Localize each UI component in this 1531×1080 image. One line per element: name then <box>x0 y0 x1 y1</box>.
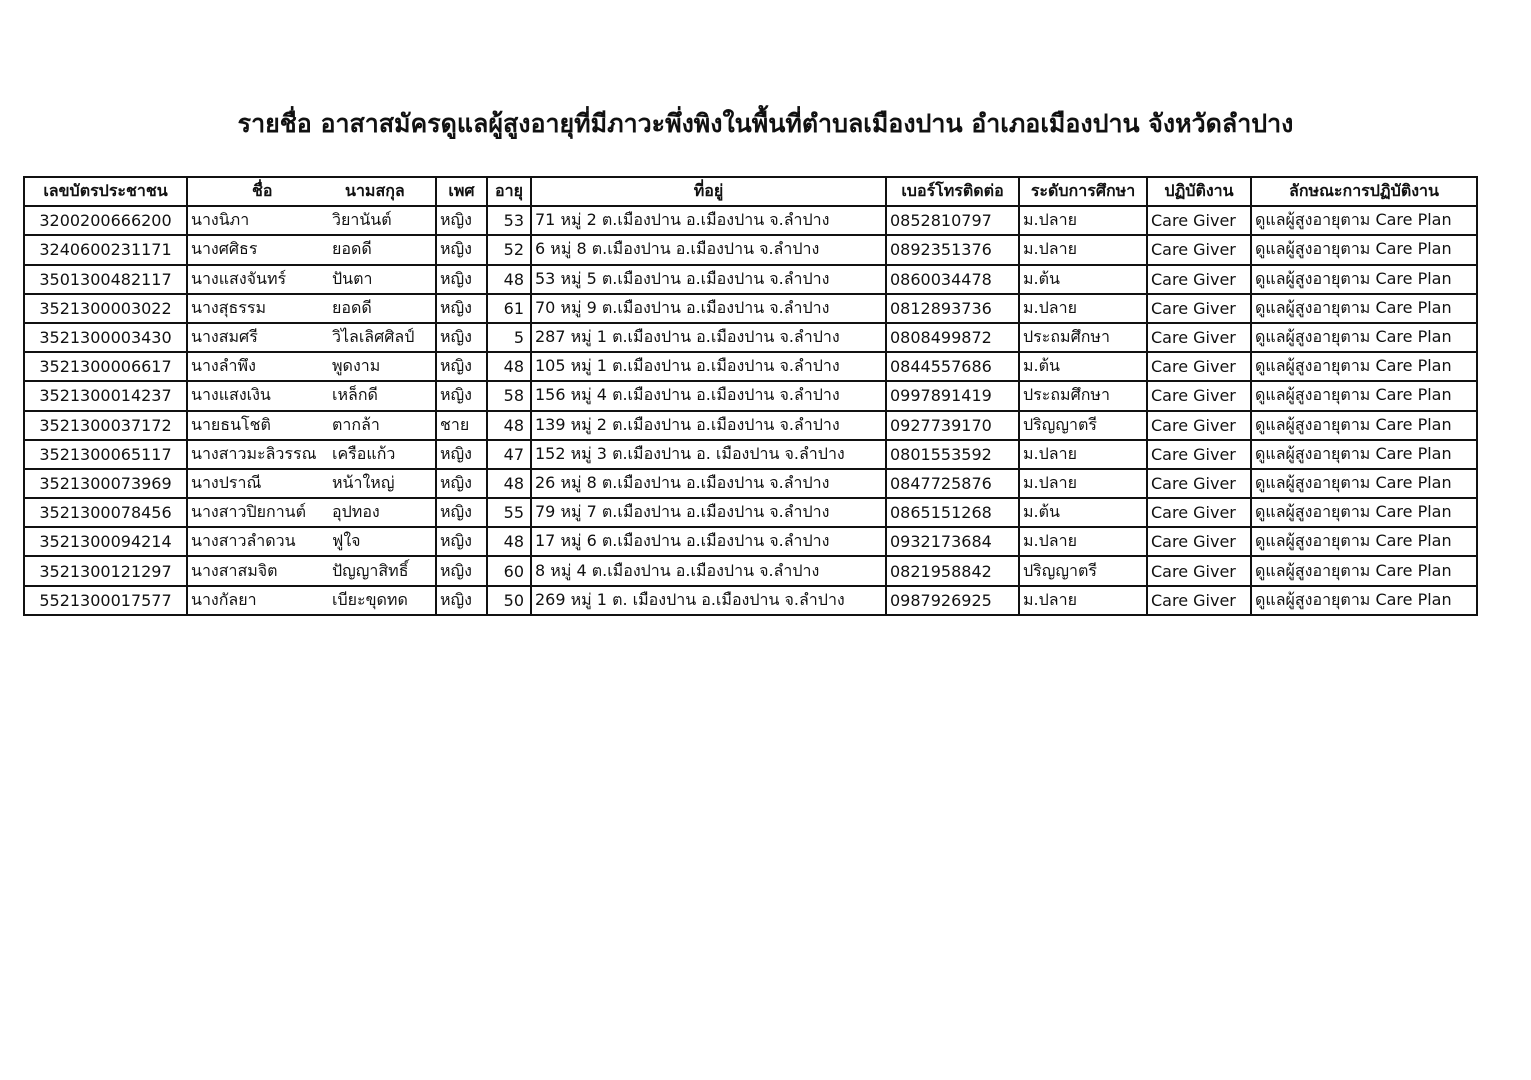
address-cell: 70 หมู่ 9 ต.เมืองปาน อ.เมืองปาน จ.ลำปาง <box>531 294 886 323</box>
table-header-row <box>24 177 1477 206</box>
address-cell: 26 หมู่ 8 ต.เมืองปาน อ.เมืองปาน จ.ลำปาง <box>531 469 886 498</box>
sex-cell: หญิง <box>436 235 487 264</box>
id-cell: 3521300094214 <box>24 527 187 556</box>
phone-cell: 0932173684 <box>886 527 1019 556</box>
name-cell: นางสาสมจิต <box>187 556 329 585</box>
age-cell: 48 <box>487 352 531 381</box>
education-cell: ม.ปลาย <box>1019 235 1147 264</box>
phone-cell: 0997891419 <box>886 381 1019 410</box>
name-cell: นางสาวปิยกานต์ <box>187 498 329 527</box>
education-cell: ม.ปลาย <box>1019 527 1147 556</box>
name-cell: นายธนโชติ <box>187 411 329 440</box>
phone-cell: 0808499872 <box>886 323 1019 352</box>
header-phone: เบอร์โทรติดต่อ <box>886 177 1019 206</box>
surname-cell: ยอดดี <box>329 294 436 323</box>
table-row <box>24 411 1477 440</box>
age-cell: 50 <box>487 586 531 615</box>
name-cell: นางสาวมะลิวรรณ <box>187 440 329 469</box>
surname-cell: วิไลเลิศศิลป์ <box>329 323 436 352</box>
sex-cell: หญิง <box>436 352 487 381</box>
phone-cell: 0892351376 <box>886 235 1019 264</box>
surname-cell: ตากล้า <box>329 411 436 440</box>
sex-cell: หญิง <box>436 498 487 527</box>
duty-cell: ดูแลผู้สูงอายุตาม Care Plan <box>1251 556 1477 585</box>
sex-cell: หญิง <box>436 265 487 294</box>
education-cell: ม.ต้น <box>1019 498 1147 527</box>
id-cell: 3200200666200 <box>24 206 187 235</box>
surname-cell: ปัญญาสิทธิ์ <box>329 556 436 585</box>
header-name: ชื่อ <box>187 177 329 206</box>
name-cell: นางปราณี <box>187 469 329 498</box>
duty-cell: ดูแลผู้สูงอายุตาม Care Plan <box>1251 206 1477 235</box>
name-cell: นางลำพึง <box>187 352 329 381</box>
table-row <box>24 352 1477 381</box>
sex-cell: หญิง <box>436 323 487 352</box>
age-cell: 52 <box>487 235 531 264</box>
role-cell: Care Giver <box>1147 586 1251 615</box>
education-cell: ปริญญาตรี <box>1019 411 1147 440</box>
age-cell: 5 <box>487 323 531 352</box>
table-row <box>24 265 1477 294</box>
address-cell: 79 หมู่ 7 ต.เมืองปาน อ.เมืองปาน จ.ลำปาง <box>531 498 886 527</box>
age-cell: 60 <box>487 556 531 585</box>
table-row <box>24 440 1477 469</box>
role-cell: Care Giver <box>1147 381 1251 410</box>
duty-cell: ดูแลผู้สูงอายุตาม Care Plan <box>1251 527 1477 556</box>
role-cell: Care Giver <box>1147 294 1251 323</box>
education-cell: ม.ปลาย <box>1019 586 1147 615</box>
address-cell: 156 หมู่ 4 ต.เมืองปาน อ.เมืองปาน จ.ลำปาง <box>531 381 886 410</box>
duty-cell: ดูแลผู้สูงอายุตาม Care Plan <box>1251 323 1477 352</box>
name-cell: นางสาวลำดวน <box>187 527 329 556</box>
duty-cell: ดูแลผู้สูงอายุตาม Care Plan <box>1251 381 1477 410</box>
age-cell: 48 <box>487 265 531 294</box>
surname-cell: หน้าใหญ่ <box>329 469 436 498</box>
name-cell: นางสุธรรม <box>187 294 329 323</box>
age-cell: 61 <box>487 294 531 323</box>
role-cell: Care Giver <box>1147 411 1251 440</box>
sex-cell: หญิง <box>436 556 487 585</box>
surname-cell: ฟูใจ <box>329 527 436 556</box>
table-row <box>24 527 1477 556</box>
sex-cell: หญิง <box>436 440 487 469</box>
address-cell: 8 หมู่ 4 ต.เมืองปาน อ.เมืองปาน จ.ลำปาง <box>531 556 886 585</box>
age-cell: 47 <box>487 440 531 469</box>
surname-cell: ยอดดี <box>329 235 436 264</box>
education-cell: ประถมศึกษา <box>1019 381 1147 410</box>
name-cell: นางกัลยา <box>187 586 329 615</box>
phone-cell: 0801553592 <box>886 440 1019 469</box>
phone-cell: 0821958842 <box>886 556 1019 585</box>
education-cell: ม.ปลาย <box>1019 469 1147 498</box>
duty-cell: ดูแลผู้สูงอายุตาม Care Plan <box>1251 440 1477 469</box>
name-cell: นางแสงเงิน <box>187 381 329 410</box>
role-cell: Care Giver <box>1147 235 1251 264</box>
phone-cell: 0987926925 <box>886 586 1019 615</box>
age-cell: 48 <box>487 527 531 556</box>
table-row <box>24 498 1477 527</box>
sex-cell: หญิง <box>436 206 487 235</box>
duty-cell: ดูแลผู้สูงอายุตาม Care Plan <box>1251 265 1477 294</box>
name-cell: นางสมศรี <box>187 323 329 352</box>
id-cell: 3521300037172 <box>24 411 187 440</box>
duty-cell: ดูแลผู้สูงอายุตาม Care Plan <box>1251 352 1477 381</box>
document-title: รายชื่อ อาสาสมัครดูแลผู้สูงอายุที่มีภาวะพึ่งพิงในพื้นที่ตำบลเมืองปาน อำเภอเมืองปาน จังหวัดลำปาง <box>237 109 1294 138</box>
role-cell: Care Giver <box>1147 352 1251 381</box>
id-cell: 3521300003430 <box>24 323 187 352</box>
table-row <box>24 381 1477 410</box>
sex-cell: หญิง <box>436 586 487 615</box>
id-cell: 5521300017577 <box>24 586 187 615</box>
education-cell: ม.ต้น <box>1019 265 1147 294</box>
education-cell: ม.ปลาย <box>1019 206 1147 235</box>
address-cell: 17 หมู่ 6 ต.เมืองปาน อ.เมืองปาน จ.ลำปาง <box>531 527 886 556</box>
age-cell: 48 <box>487 411 531 440</box>
sex-cell: หญิง <box>436 527 487 556</box>
address-cell: 139 หมู่ 2 ต.เมืองปาน อ.เมืองปาน จ.ลำปาง <box>531 411 886 440</box>
id-cell: 3521300073969 <box>24 469 187 498</box>
id-cell: 3501300482117 <box>24 265 187 294</box>
education-cell: ม.ปลาย <box>1019 440 1147 469</box>
surname-cell: เหล็กดี <box>329 381 436 410</box>
header-age: อายุ <box>487 177 531 206</box>
id-cell: 3240600231171 <box>24 235 187 264</box>
header-role: ปฏิบัติงาน <box>1147 177 1251 206</box>
name-cell: นางแสงจันทร์ <box>187 265 329 294</box>
id-cell: 3521300003022 <box>24 294 187 323</box>
header-sex: เพศ <box>436 177 487 206</box>
duty-cell: ดูแลผู้สูงอายุตาม Care Plan <box>1251 586 1477 615</box>
age-cell: 55 <box>487 498 531 527</box>
header-id: เลขบัตรประชาชน <box>24 177 187 206</box>
name-cell: นางนิภา <box>187 206 329 235</box>
address-cell: 269 หมู่ 1 ต. เมืองปาน อ.เมืองปาน จ.ลำปาง <box>531 586 886 615</box>
phone-cell: 0927739170 <box>886 411 1019 440</box>
duty-cell: ดูแลผู้สูงอายุตาม Care Plan <box>1251 498 1477 527</box>
phone-cell: 0844557686 <box>886 352 1019 381</box>
phone-cell: 0812893736 <box>886 294 1019 323</box>
role-cell: Care Giver <box>1147 206 1251 235</box>
address-cell: 287 หมู่ 1 ต.เมืองปาน อ.เมืองปาน จ.ลำปาง <box>531 323 886 352</box>
header-address: ที่อยู่ <box>531 177 886 206</box>
role-cell: Care Giver <box>1147 469 1251 498</box>
duty-cell: ดูแลผู้สูงอายุตาม Care Plan <box>1251 235 1477 264</box>
education-cell: ม.ปลาย <box>1019 294 1147 323</box>
duty-cell: ดูแลผู้สูงอายุตาม Care Plan <box>1251 411 1477 440</box>
sex-cell: ชาย <box>436 411 487 440</box>
table-body <box>24 206 1477 615</box>
role-cell: Care Giver <box>1147 323 1251 352</box>
id-cell: 3521300078456 <box>24 498 187 527</box>
phone-cell: 0865151268 <box>886 498 1019 527</box>
duty-cell: ดูแลผู้สูงอายุตาม Care Plan <box>1251 294 1477 323</box>
phone-cell: 0852810797 <box>886 206 1019 235</box>
sex-cell: หญิง <box>436 381 487 410</box>
id-cell: 3521300006617 <box>24 352 187 381</box>
role-cell: Care Giver <box>1147 527 1251 556</box>
name-cell: นางศศิธร <box>187 235 329 264</box>
surname-cell: วิยานันต์ <box>329 206 436 235</box>
role-cell: Care Giver <box>1147 265 1251 294</box>
surname-cell: พูดงาม <box>329 352 436 381</box>
id-cell: 3521300121297 <box>24 556 187 585</box>
address-cell: 6 หมู่ 8 ต.เมืองปาน อ.เมืองปาน จ.ลำปาง <box>531 235 886 264</box>
table-row <box>24 294 1477 323</box>
id-cell: 3521300014237 <box>24 381 187 410</box>
address-cell: 152 หมู่ 3 ต.เมืองปาน อ. เมืองปาน จ.ลำปาง <box>531 440 886 469</box>
surname-cell: ปันตา <box>329 265 436 294</box>
table-row <box>24 556 1477 585</box>
age-cell: 53 <box>487 206 531 235</box>
phone-cell: 0860034478 <box>886 265 1019 294</box>
sex-cell: หญิง <box>436 469 487 498</box>
table-row <box>24 323 1477 352</box>
header-surname: นามสกุล <box>329 177 436 206</box>
table-row <box>24 235 1477 264</box>
role-cell: Care Giver <box>1147 440 1251 469</box>
surname-cell: อุปทอง <box>329 498 436 527</box>
role-cell: Care Giver <box>1147 498 1251 527</box>
address-cell: 71 หมู่ 2 ต.เมืองปาน อ.เมืองปาน จ.ลำปาง <box>531 206 886 235</box>
surname-cell: เบียะขุดทด <box>329 586 436 615</box>
sex-cell: หญิง <box>436 294 487 323</box>
header-education: ระดับการศึกษา <box>1019 177 1147 206</box>
table-row <box>24 206 1477 235</box>
header-duty: ลักษณะการปฏิบัติงาน <box>1251 177 1477 206</box>
education-cell: ม.ต้น <box>1019 352 1147 381</box>
education-cell: ปริญญาตรี <box>1019 556 1147 585</box>
age-cell: 58 <box>487 381 531 410</box>
education-cell: ประถมศึกษา <box>1019 323 1147 352</box>
id-cell: 3521300065117 <box>24 440 187 469</box>
age-cell: 48 <box>487 469 531 498</box>
role-cell: Care Giver <box>1147 556 1251 585</box>
table-row <box>24 469 1477 498</box>
table-row <box>24 586 1477 615</box>
address-cell: 105 หมู่ 1 ต.เมืองปาน อ.เมืองปาน จ.ลำปาง <box>531 352 886 381</box>
duty-cell: ดูแลผู้สูงอายุตาม Care Plan <box>1251 469 1477 498</box>
address-cell: 53 หมู่ 5 ต.เมืองปาน อ.เมืองปาน จ.ลำปาง <box>531 265 886 294</box>
volunteer-table <box>23 176 1478 616</box>
surname-cell: เครือแก้ว <box>329 440 436 469</box>
phone-cell: 0847725876 <box>886 469 1019 498</box>
